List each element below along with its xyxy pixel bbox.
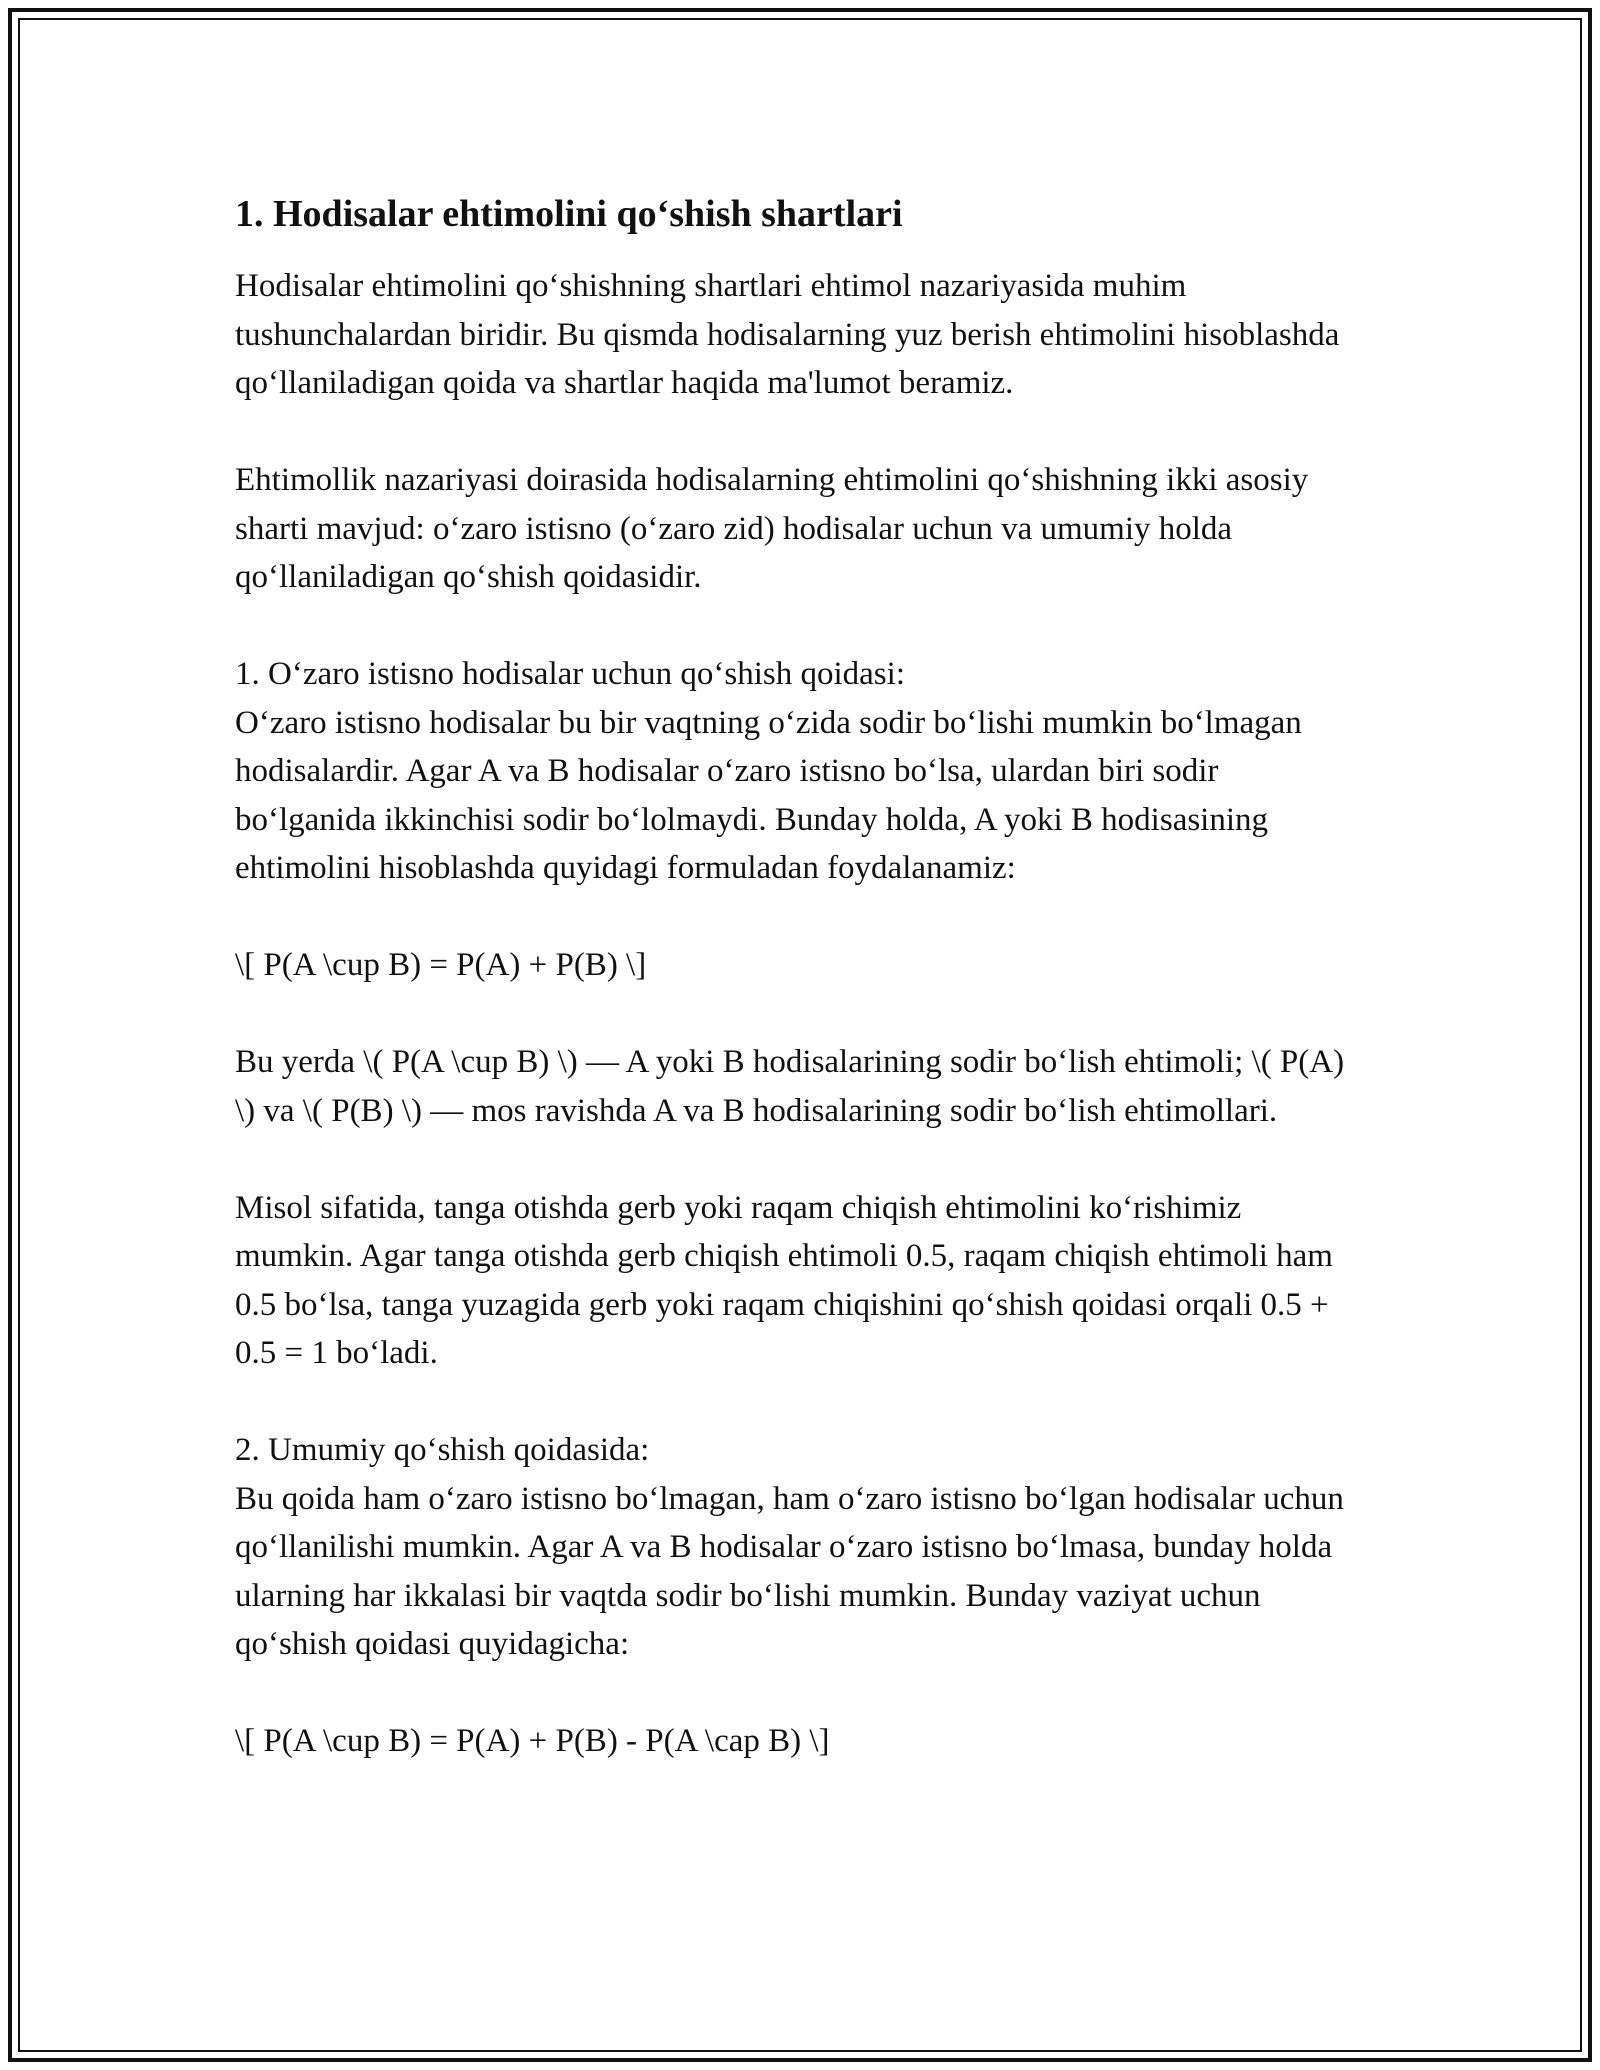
document-body: [235, 188, 1365, 1814]
rule-2-description: Bu qoida ham o‘zaro istisno bo‘lmagan, ham o‘zaro istisno bo‘lgan hodisalar uchun qo‘llanilishi mumkin. Agar A va B hodisalar o‘zaro istisno bo‘lmasa, bunday holda ularning har ikkalasi bir vaqtda sodir bo‘lishi mumkin. Bunday vaziyat uchun qo‘shish qoidasi quyidagicha:: [235, 1480, 1344, 1662]
formula-1: \[ P(A \cup B) = P(A) + P(B) \]: [235, 947, 647, 983]
rule-2-block: [235, 1426, 1365, 1669]
formula-1-explanation: Bu yerda \( P(A \cup B) \) — A yoki B hodisalarining sodir bo‘lish ehtimoli; \( P(A) \) va \( P(B) \) — mos ravishda A va B hodisalarining sodir bo‘lish ehtimollari.: [235, 1044, 1345, 1129]
rule-1-description: O‘zaro istisno hodisalar bu bir vaqtning o‘zida sodir bo‘lishi mumkin bo‘lmagan hodisalardir. Agar A va B hodisalar o‘zaro istisno bo‘lsa, ulardan biri sodir bo‘lganida ikkinchisi sodir bo‘lolmaydi. Bunday holda, A yoki B hodisasining ehtimolini hisoblashda quyidagi formuladan foydalanamiz:: [235, 704, 1302, 886]
coin-example-paragraph: Misol sifatida, tanga otishda gerb yoki raqam chiqish ehtimolini ko‘rishimiz mumkin. Agar tanga otishda gerb chiqish ehtimoli 0.5, raqam chiqish ehtimoli ham 0.5 bo‘lsa, tanga yuzagida gerb yoki raqam chiqishini qo‘shish qoidasi orqali 0.5 + 0.5 = 1 bo‘ladi.: [235, 1189, 1333, 1371]
section-heading: 1. Hodisalar ehtimolini qo‘shish shartlari: [235, 193, 903, 235]
conditions-paragraph: Ehtimollik nazariyasi doirasida hodisalarning ehtimolini qo‘shishning ikki asosiy sharti mavjud: o‘zaro istisno (o‘zaro zid) hodisalar uchun va umumiy holda qo‘llaniladigan qo‘shish qoidasidir.: [235, 462, 1309, 595]
rule-2-title: 2. Umumiy qo‘shish qoidasida:: [235, 1432, 650, 1468]
formula-2: \[ P(A \cup B) = P(A) + P(B) - P(A \cap B) \]: [235, 1723, 830, 1759]
rule-1-block: [235, 650, 1365, 893]
intro-paragraph: Hodisalar ehtimolini qo‘shishning shartlari ehtimol nazariyasida muhim tushunchalardan biridir. Bu qismda hodisalarning yuz berish ehtimolini hisoblashda qo‘llaniladigan qoida va shartlar haqida ma'lumot beramiz.: [235, 268, 1340, 401]
rule-1-title: 1. O‘zaro istisno hodisalar uchun qo‘shish qoidasi:: [235, 656, 905, 692]
